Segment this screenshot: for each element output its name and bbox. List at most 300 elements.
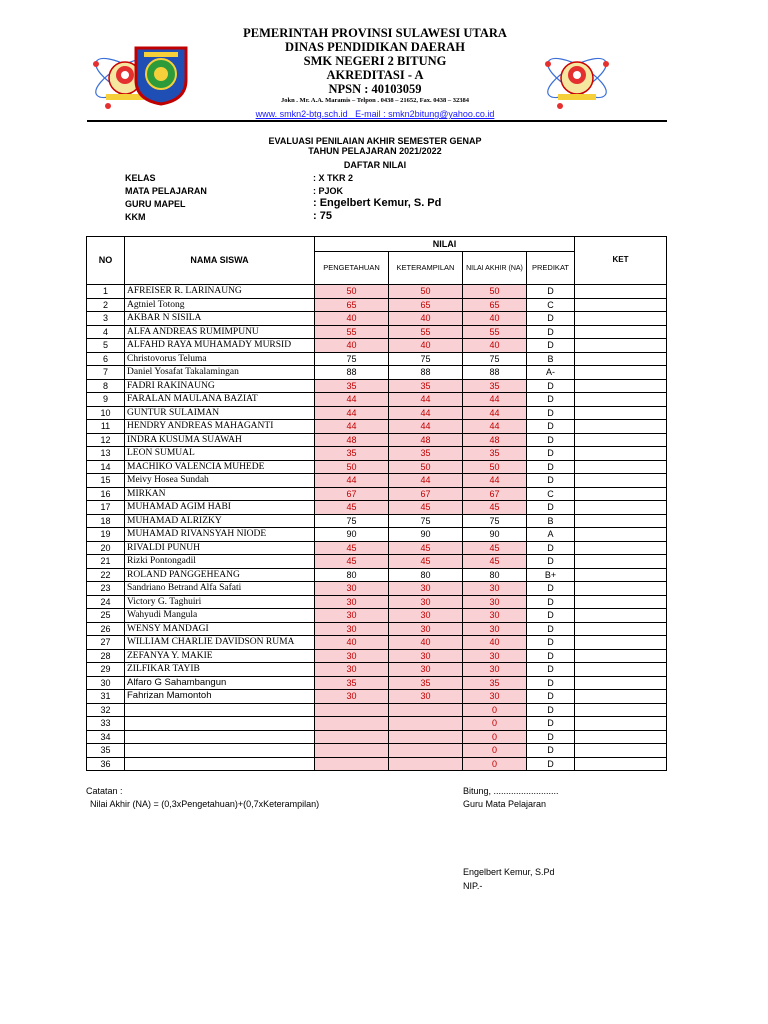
ket-cell [575,285,667,299]
ket-cell [575,636,667,650]
score-nilai-akhir: 48 [463,433,527,447]
score-keterampilan: 30 [389,595,463,609]
student-name: GUNTUR SULAIMAN [125,406,315,420]
row-number: 26 [87,622,125,636]
info-kkm-value: : 75 [313,210,332,222]
score-pengetahuan [315,703,389,717]
table-row [87,460,667,474]
row-number: 33 [87,717,125,731]
score-keterampilan: 30 [389,690,463,704]
score-nilai-akhir: 67 [463,487,527,501]
email-link[interactable]: E-mail : smkn2bitung@yahoo.co.id [355,109,495,119]
ket-cell [575,757,667,771]
score-nilai-akhir: 30 [463,663,527,677]
row-number: 9 [87,393,125,407]
score-predikat: D [527,379,575,393]
row-number: 13 [87,447,125,461]
score-pengetahuan: 45 [315,541,389,555]
score-predikat: D [527,393,575,407]
row-number: 28 [87,649,125,663]
table-row [87,352,667,366]
score-nilai-akhir: 88 [463,366,527,380]
score-pengetahuan: 44 [315,420,389,434]
table-row [87,285,667,299]
table-row [87,474,667,488]
score-nilai-akhir: 0 [463,744,527,758]
score-keterampilan: 40 [389,339,463,353]
score-pengetahuan [315,757,389,771]
student-name: LEON SUMUAL [125,447,315,461]
score-keterampilan: 90 [389,528,463,542]
row-number: 14 [87,460,125,474]
ket-cell [575,514,667,528]
ket-cell [575,433,667,447]
score-nilai-akhir: 30 [463,609,527,623]
ket-cell [575,487,667,501]
row-number: 31 [87,690,125,704]
table-row [87,636,667,650]
table-row [87,339,667,353]
table-row [87,514,667,528]
col-header-nilai: NILAI [315,237,575,252]
ket-cell [575,339,667,353]
score-keterampilan: 40 [389,636,463,650]
score-predikat: D [527,717,575,731]
row-number: 30 [87,676,125,690]
score-pengetahuan: 30 [315,609,389,623]
col-header-nilai-akhir: NILAI AKHIR (NA) [463,252,527,285]
score-nilai-akhir: 44 [463,474,527,488]
score-pengetahuan: 44 [315,406,389,420]
ket-cell [575,595,667,609]
ket-cell [575,690,667,704]
score-pengetahuan: 55 [315,325,389,339]
row-number: 1 [87,285,125,299]
score-pengetahuan: 35 [315,676,389,690]
score-nilai-akhir: 30 [463,622,527,636]
ket-cell [575,730,667,744]
table-row [87,609,667,623]
row-number: 27 [87,636,125,650]
website-link[interactable]: www. smkn2-btg.sch.id [255,109,348,119]
col-header-predikat: PREDIKAT [527,252,575,285]
row-number: 4 [87,325,125,339]
ket-cell [575,622,667,636]
score-predikat: D [527,339,575,353]
table-row [87,501,667,515]
score-nilai-akhir: 65 [463,298,527,312]
row-number: 22 [87,568,125,582]
score-predikat: D [527,420,575,434]
score-pengetahuan [315,717,389,731]
row-number: 25 [87,609,125,623]
score-pengetahuan [315,744,389,758]
row-number: 2 [87,298,125,312]
row-number: 5 [87,339,125,353]
ket-cell [575,676,667,690]
score-keterampilan [389,730,463,744]
info-mapel-label: MATA PELAJARAN [125,186,207,196]
footer-teacher-name: Engelbert Kemur, S.Pd [463,867,555,877]
score-predikat: D [527,433,575,447]
table-row [87,663,667,677]
score-predikat: D [527,325,575,339]
score-pengetahuan: 65 [315,298,389,312]
student-name: MIRKAN [125,487,315,501]
header-accreditation: AKREDITASI - A [326,68,424,82]
table-row [87,433,667,447]
student-name: HENDRY ANDREAS MAHAGANTI [125,420,315,434]
score-nilai-akhir: 50 [463,285,527,299]
grades-table [86,236,667,771]
ket-cell [575,447,667,461]
score-predikat: D [527,609,575,623]
table-row [87,582,667,596]
table-row [87,568,667,582]
score-keterampilan: 44 [389,393,463,407]
score-pengetahuan: 48 [315,433,389,447]
score-keterampilan: 44 [389,420,463,434]
table-row [87,487,667,501]
score-nilai-akhir: 80 [463,568,527,582]
score-keterampilan: 45 [389,555,463,569]
score-pengetahuan: 30 [315,649,389,663]
score-pengetahuan: 45 [315,501,389,515]
score-keterampilan: 30 [389,663,463,677]
score-predikat: A- [527,366,575,380]
table-row [87,406,667,420]
score-nilai-akhir: 90 [463,528,527,542]
student-name: MUHAMAD AGIM HABI [125,501,315,515]
score-keterampilan: 35 [389,447,463,461]
score-pengetahuan [315,730,389,744]
score-nilai-akhir: 30 [463,582,527,596]
table-row [87,622,667,636]
score-predikat: D [527,595,575,609]
table-row [87,717,667,731]
header-contact: Jokn . Mr. A.A. Maramis – Telpon . 0438 – 21652, Fax. 0438 – 32384 [280,97,470,104]
score-nilai-akhir: 75 [463,352,527,366]
student-name: Sandriano Betrand Alfa Safati [125,582,315,596]
score-keterampilan: 35 [389,676,463,690]
score-pengetahuan: 40 [315,312,389,326]
student-name: Fahrizan Mamontoh [125,690,315,704]
info-guru-label: GURU MAPEL [125,199,186,209]
score-predikat: D [527,730,575,744]
score-keterampilan [389,717,463,731]
score-keterampilan: 30 [389,582,463,596]
score-keterampilan: 45 [389,541,463,555]
score-nilai-akhir: 35 [463,676,527,690]
row-number: 16 [87,487,125,501]
student-name: ZEFANYA Y. MAKIE [125,649,315,663]
score-pengetahuan: 88 [315,366,389,380]
score-pengetahuan: 75 [315,352,389,366]
row-number: 12 [87,433,125,447]
score-predikat: D [527,406,575,420]
table-row [87,393,667,407]
score-pengetahuan: 50 [315,285,389,299]
ket-cell [575,609,667,623]
row-number: 6 [87,352,125,366]
ket-cell [575,406,667,420]
student-name: ALFA ANDREAS RUMIMPUNU [125,325,315,339]
score-nilai-akhir: 55 [463,325,527,339]
score-keterampilan: 45 [389,501,463,515]
score-predikat: C [527,487,575,501]
score-predikat: D [527,703,575,717]
table-row [87,366,667,380]
score-keterampilan: 30 [389,649,463,663]
doc-title: EVALUASI PENILAIAN AKHIR SEMESTER GENAP [268,136,482,146]
student-name: Agtniel Totong [125,298,315,312]
score-keterampilan: 30 [389,609,463,623]
col-header-ket: KET [575,237,667,285]
student-name: Meivy Hosea Sundah [125,474,315,488]
student-name: FARALAN MAULANA BAZIAT [125,393,315,407]
score-pengetahuan: 90 [315,528,389,542]
row-number: 21 [87,555,125,569]
ket-cell [575,474,667,488]
student-name: Victory G. Taghuiri [125,595,315,609]
student-name: MACHIKO VALENCIA MUHEDE [125,460,315,474]
score-pengetahuan: 30 [315,582,389,596]
student-name: Daniel Yosafat Takalamingan [125,366,315,380]
row-number: 35 [87,744,125,758]
col-header-nama: NAMA SISWA [125,237,315,285]
table-row [87,298,667,312]
ket-cell [575,582,667,596]
score-pengetahuan: 44 [315,474,389,488]
table-row [87,730,667,744]
ket-cell [575,649,667,663]
score-nilai-akhir: 40 [463,312,527,326]
score-predikat: D [527,312,575,326]
score-pengetahuan: 45 [315,555,389,569]
student-name: MUHAMAD RIVANSYAH NIODE [125,528,315,542]
table-row [87,555,667,569]
footer-note-label: Catatan : [86,786,123,796]
score-pengetahuan: 40 [315,636,389,650]
ket-cell [575,298,667,312]
score-nilai-akhir: 44 [463,420,527,434]
score-pengetahuan: 30 [315,690,389,704]
score-nilai-akhir: 35 [463,379,527,393]
score-predikat: B+ [527,568,575,582]
row-number: 11 [87,420,125,434]
doc-subtitle: DAFTAR NILAI [343,160,407,170]
score-pengetahuan: 80 [315,568,389,582]
score-predikat: C [527,298,575,312]
header-divider [87,120,667,122]
header-web[interactable] [170,109,580,119]
header-province: PEMERINTAH PROVINSI SULAWESI UTARA [243,26,507,40]
score-predikat: D [527,460,575,474]
table-row [87,420,667,434]
score-pengetahuan: 35 [315,447,389,461]
score-pengetahuan: 30 [315,622,389,636]
score-predikat: D [527,663,575,677]
score-predikat: D [527,676,575,690]
col-header-no: NO [87,237,125,285]
score-keterampilan: 55 [389,325,463,339]
student-name: Wahyudi Mangula [125,609,315,623]
row-number: 36 [87,757,125,771]
row-number: 17 [87,501,125,515]
table-row [87,541,667,555]
score-pengetahuan: 75 [315,514,389,528]
score-keterampilan: 44 [389,474,463,488]
score-keterampilan: 65 [389,298,463,312]
ket-cell [575,555,667,569]
ket-cell [575,352,667,366]
row-number: 10 [87,406,125,420]
student-name: RIVALDI PUNUH [125,541,315,555]
student-name: ZILFIKAR TAYIB [125,663,315,677]
student-name: FADRI RAKINAUNG [125,379,315,393]
student-name: AFREISER R. LARINAUNG [125,285,315,299]
score-keterampilan [389,744,463,758]
student-name: WENSY MANDAGI [125,622,315,636]
footer-place-date: Bitung, .......................... [463,786,559,796]
table-row [87,649,667,663]
score-predikat: D [527,541,575,555]
score-nilai-akhir: 45 [463,541,527,555]
table-row [87,447,667,461]
score-keterampilan: 44 [389,406,463,420]
score-nilai-akhir: 0 [463,730,527,744]
ket-cell [575,420,667,434]
col-header-keterampilan: KETERAMPILAN [389,252,463,285]
score-keterampilan: 80 [389,568,463,582]
score-nilai-akhir: 75 [463,514,527,528]
row-number: 20 [87,541,125,555]
score-nilai-akhir: 0 [463,703,527,717]
score-nilai-akhir: 44 [463,406,527,420]
score-nilai-akhir: 0 [463,717,527,731]
score-predikat: D [527,757,575,771]
student-name: Rizki Pontongadil [125,555,315,569]
score-predikat: D [527,636,575,650]
table-row [87,528,667,542]
student-name: INDRA KUSUMA SUAWAH [125,433,315,447]
info-kelas-label: KELAS [125,173,156,183]
score-predikat: D [527,622,575,636]
student-name: Alfaro G Sahambangun [125,676,315,690]
score-pengetahuan: 30 [315,595,389,609]
info-kelas-value: : X TKR 2 [313,173,354,183]
table-row [87,703,667,717]
ket-cell [575,393,667,407]
footer-role: Guru Mata Pelajaran [463,799,547,809]
row-number: 29 [87,663,125,677]
score-nilai-akhir: 35 [463,447,527,461]
score-predikat: D [527,501,575,515]
footer-formula: Nilai Akhir (NA) = (0,3xPengetahuan)+(0,7xKeterampilan) [90,799,320,809]
score-keterampilan: 88 [389,366,463,380]
table-row [87,595,667,609]
row-number: 32 [87,703,125,717]
score-predikat: D [527,474,575,488]
score-pengetahuan: 30 [315,663,389,677]
student-name: ROLAND PANGGEHEANG [125,568,315,582]
ket-cell [575,312,667,326]
score-predikat: D [527,447,575,461]
ket-cell [575,528,667,542]
table-row [87,744,667,758]
row-number: 15 [87,474,125,488]
score-pengetahuan: 35 [315,379,389,393]
student-name: WILLIAM CHARLIE DAVIDSON RUMA [125,636,315,650]
score-predikat: B [527,514,575,528]
doc-year: TAHUN PELAJARAN 2021/2022 [308,146,442,156]
table-row [87,757,667,771]
row-number: 8 [87,379,125,393]
ket-cell [575,366,667,380]
info-kkm-label: KKM [125,212,146,222]
table-row [87,312,667,326]
student-name: Christovorus Teluma [125,352,315,366]
score-predikat: D [527,690,575,704]
score-keterampilan: 50 [389,460,463,474]
ket-cell [575,663,667,677]
row-number: 19 [87,528,125,542]
student-name [125,757,315,771]
score-nilai-akhir: 30 [463,595,527,609]
ket-cell [575,460,667,474]
student-name [125,717,315,731]
score-predikat: D [527,285,575,299]
ket-cell [575,717,667,731]
score-predikat: A [527,528,575,542]
score-keterampilan [389,757,463,771]
student-name [125,744,315,758]
row-number: 18 [87,514,125,528]
row-number: 3 [87,312,125,326]
info-guru-value: : Engelbert Kemur, S. Pd [313,197,442,209]
score-pengetahuan: 40 [315,339,389,353]
score-pengetahuan: 67 [315,487,389,501]
score-keterampilan: 67 [389,487,463,501]
score-pengetahuan: 44 [315,393,389,407]
ket-cell [575,325,667,339]
ket-cell [575,568,667,582]
table-row [87,676,667,690]
ket-cell [575,501,667,515]
score-nilai-akhir: 30 [463,649,527,663]
score-nilai-akhir: 30 [463,690,527,704]
table-row [87,379,667,393]
score-keterampilan: 75 [389,514,463,528]
score-nilai-akhir: 45 [463,501,527,515]
score-nilai-akhir: 40 [463,339,527,353]
score-pengetahuan: 50 [315,460,389,474]
score-predikat: D [527,649,575,663]
score-predikat: D [527,555,575,569]
header-department: DINAS PENDIDIKAN DAERAH [285,40,465,54]
header-school: SMK NEGERI 2 BITUNG [303,54,447,68]
score-keterampilan: 48 [389,433,463,447]
row-number: 23 [87,582,125,596]
row-number: 24 [87,595,125,609]
header-npsn: NPSN : 40103059 [328,82,422,96]
student-name: ALFAHD RAYA MUHAMADY MURSID [125,339,315,353]
score-predikat: D [527,582,575,596]
student-name: AKBAR N SISILA [125,312,315,326]
row-number: 7 [87,366,125,380]
table-row [87,690,667,704]
score-nilai-akhir: 50 [463,460,527,474]
